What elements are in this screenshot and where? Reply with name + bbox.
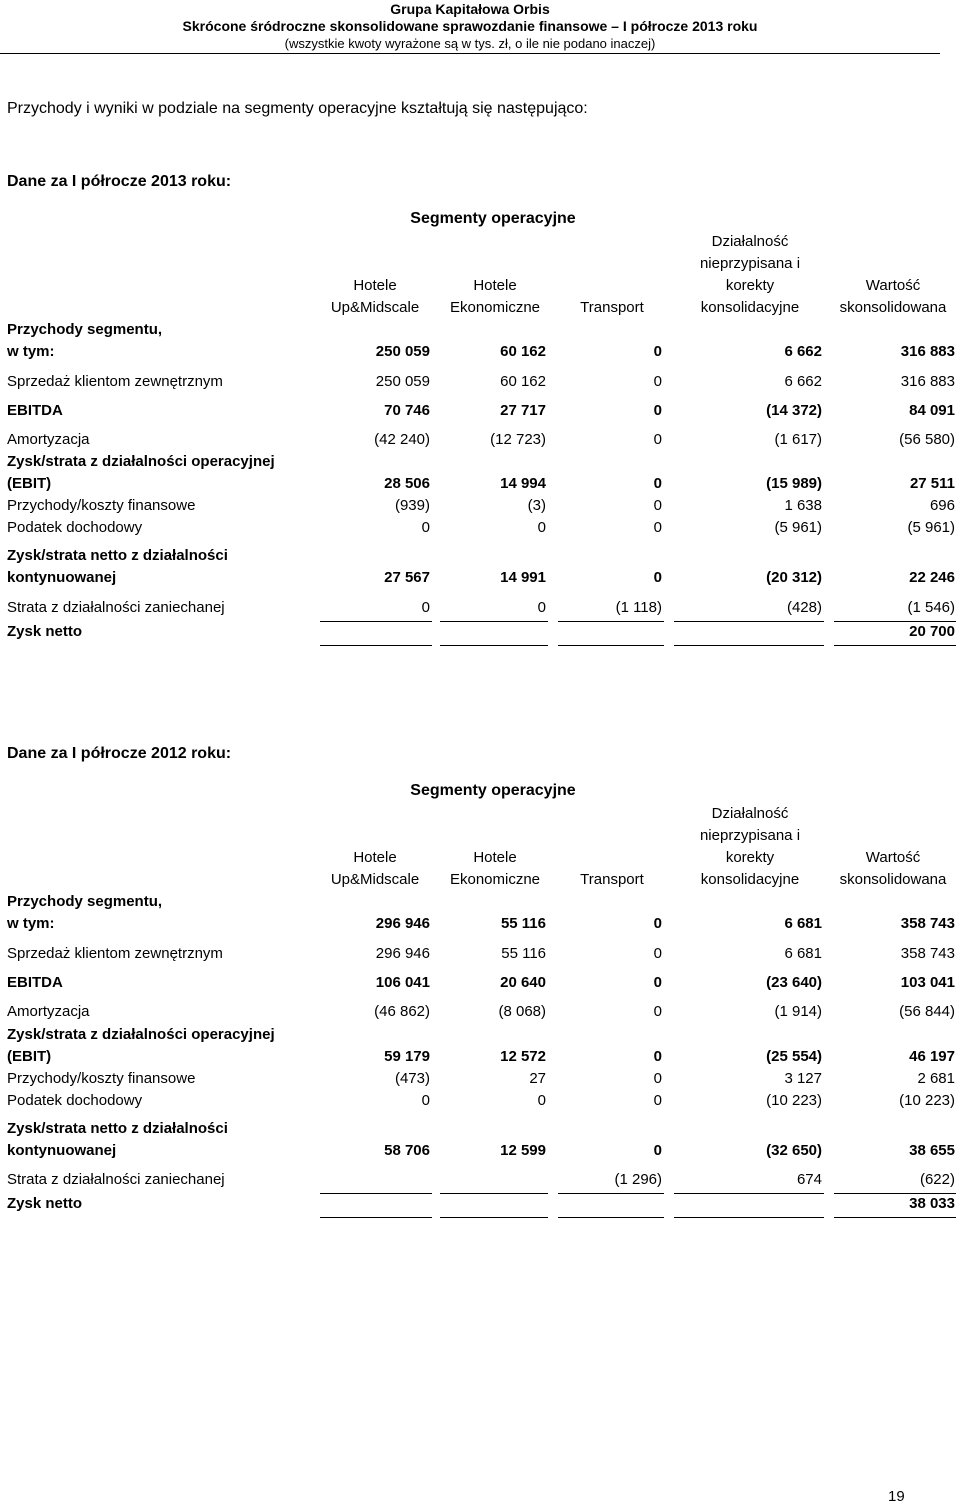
total-underline (320, 645, 432, 646)
column-header-hotele_up (315, 275, 435, 319)
table-cell: 14 991 (500, 569, 546, 586)
column-header-line: Wartość (865, 849, 921, 866)
table-cell: 6 681 (784, 915, 822, 932)
column-header-line: Ekonomiczne (449, 299, 541, 316)
row-label (7, 891, 162, 935)
table-cell: 296 946 (375, 945, 430, 962)
table-cell: (42 240) (374, 431, 430, 448)
table-cell: (1 296) (614, 1171, 662, 1188)
table-cell: 12 599 (500, 1142, 546, 1159)
table-cell: 358 743 (900, 945, 955, 962)
table-cell: 0 (653, 373, 662, 390)
row-label-line: Podatek dochodowy (7, 1092, 143, 1109)
section-title: Dane za I półrocze 2013 roku: (7, 173, 232, 190)
table-cell: 55 116 (501, 945, 546, 962)
table-cell: 0 (537, 599, 546, 616)
total-underline (320, 621, 432, 622)
column-header-transport (567, 869, 657, 891)
table-cell: (5 961) (774, 519, 822, 536)
row-label-line: Strata z działalności zaniechanej (7, 1171, 225, 1188)
column-header-line: konsolidacyjne (700, 871, 800, 888)
table-cell: 6 681 (784, 945, 822, 962)
total-underline (674, 645, 824, 646)
column-header-line: Transport (580, 871, 644, 888)
column-header-line: korekty (725, 849, 775, 866)
column-header-wartosc (823, 847, 960, 891)
amounts-note: (wszystkie kwoty wyrażone są w tys. zł, o ile nie podano inaczej) (284, 36, 656, 51)
table-cell: (1 914) (774, 1003, 822, 1020)
table-cell: 250 059 (375, 343, 430, 360)
row-label-line: Zysk/strata z działalności operacyjnej (7, 1026, 275, 1043)
column-header-transport (567, 297, 657, 319)
row-label (7, 517, 142, 539)
segments-heading: Segmenty operacyjne (410, 210, 576, 227)
row-label (7, 1118, 228, 1162)
row-label-line: w tym: (7, 343, 55, 360)
table-cell: 0 (653, 1092, 662, 1109)
row-label (7, 972, 63, 994)
table-cell: 0 (537, 519, 546, 536)
total-underline (558, 1193, 664, 1194)
table-cell: 38 655 (909, 1142, 955, 1159)
row-label-line: (EBIT) (7, 475, 52, 492)
table-cell: 0 (653, 343, 662, 360)
column-header-hotele_up (315, 847, 435, 891)
table-cell: 60 162 (500, 373, 546, 390)
table-cell: (8 068) (498, 1003, 546, 1020)
total-underline (674, 1193, 824, 1194)
table-cell: 0 (421, 1092, 430, 1109)
total-underline (834, 1217, 956, 1218)
row-label (7, 597, 225, 619)
table-cell: 0 (537, 1092, 546, 1109)
row-label (7, 621, 82, 643)
table-cell: 12 572 (500, 1048, 546, 1065)
row-label-line: w tym: (7, 915, 55, 932)
table-cell: 46 197 (909, 1048, 955, 1065)
table-cell: 1 638 (784, 497, 822, 514)
total-underline (558, 645, 664, 646)
total-underline (320, 1193, 432, 1194)
row-label (7, 400, 63, 422)
total-underline (440, 1193, 548, 1194)
column-header-wartosc (823, 275, 960, 319)
total-underline (558, 621, 664, 622)
total-underline (320, 1217, 432, 1218)
table-cell: (12 723) (490, 431, 546, 448)
row-label-line: Przychody segmentu, (7, 321, 163, 338)
page-number: 19 (888, 1488, 905, 1505)
table-cell: (23 640) (766, 974, 822, 991)
total-underline (674, 621, 824, 622)
row-label-line: EBITDA (7, 402, 63, 419)
table-cell: 0 (653, 915, 662, 932)
table-cell: 674 (796, 1171, 822, 1188)
column-header-dzialalnosc (675, 231, 825, 319)
column-header-line: Hotele (473, 849, 517, 866)
column-header-line: Hotele (353, 849, 397, 866)
table-cell: 0 (653, 519, 662, 536)
table-cell: (1 546) (907, 599, 955, 616)
row-label-line: Przychody/koszty finansowe (7, 497, 196, 514)
table-cell: (473) (394, 1070, 430, 1087)
row-label (7, 451, 275, 495)
row-label-line: Amortyzacja (7, 431, 90, 448)
table-cell: 0 (653, 1142, 662, 1159)
report-title: Skrócone śródroczne skonsolidowane sprawozdanie finansowe – I półrocze 2013 roku (182, 18, 758, 34)
table-cell: 103 041 (900, 974, 955, 991)
total-underline (440, 621, 548, 622)
page-header (0, 0, 960, 54)
table-cell: 0 (653, 431, 662, 448)
table-cell: 20 640 (500, 974, 546, 991)
table-cell: 27 (529, 1070, 546, 1087)
intro-text: Przychody i wyniki w podziale na segmenty operacyjne kształtują się następująco: (7, 100, 588, 117)
column-header-hotele_eko (440, 275, 550, 319)
table-cell: 3 127 (784, 1070, 822, 1087)
table-cell: 296 946 (375, 915, 430, 932)
column-header-line: Hotele (353, 277, 397, 294)
row-label (7, 1090, 142, 1112)
table-cell: 27 567 (384, 569, 430, 586)
table-cell: (10 223) (899, 1092, 955, 1109)
row-label (7, 1068, 195, 1090)
row-label-line: Zysk/strata netto z działalności (7, 1120, 228, 1137)
column-header-line: korekty (725, 277, 775, 294)
table-cell: 60 162 (500, 343, 546, 360)
table-cell: 27 717 (500, 402, 546, 419)
row-label-line: Sprzedaż klientom zewnętrznym (7, 945, 223, 962)
table-cell: 0 (653, 475, 662, 492)
table-cell: (46 862) (374, 1003, 430, 1020)
row-label-line: Przychody/koszty finansowe (7, 1070, 196, 1087)
row-label-line: Zysk/strata netto z działalności (7, 547, 228, 564)
segments-heading: Segmenty operacyjne (410, 782, 576, 799)
row-label-line: (EBIT) (7, 1048, 52, 1065)
table-cell: 316 883 (900, 343, 955, 360)
table-cell: 84 091 (909, 402, 955, 419)
table-cell: (56 580) (899, 431, 955, 448)
row-label-line: Sprzedaż klientom zewnętrznym (7, 373, 223, 390)
table-cell: (20 312) (766, 569, 822, 586)
total-underline (440, 645, 548, 646)
table-cell: 55 116 (500, 915, 546, 932)
table-cell: 250 059 (375, 373, 430, 390)
row-label-line: Zysk netto (7, 623, 83, 640)
total-underline (674, 1217, 824, 1218)
table-cell: 0 (653, 1003, 662, 1020)
row-label (7, 371, 223, 393)
table-cell: (10 223) (766, 1092, 822, 1109)
row-label-line: Zysk netto (7, 1195, 83, 1212)
row-label (7, 1169, 225, 1191)
column-header-line: Ekonomiczne (449, 871, 541, 888)
column-header-dzialalnosc (675, 803, 825, 891)
table-cell: (14 372) (766, 402, 822, 419)
table-cell: 358 743 (900, 915, 955, 932)
table-cell: (428) (786, 599, 822, 616)
table-cell: 0 (421, 519, 430, 536)
table-cell: (32 650) (766, 1142, 822, 1159)
column-header-line: nieprzypisana i (699, 255, 801, 272)
row-label-line: Amortyzacja (7, 1003, 90, 1020)
total-underline (834, 645, 956, 646)
table-cell: 696 (929, 497, 955, 514)
table-cell: (939) (394, 497, 430, 514)
column-header-line: Transport (580, 299, 644, 316)
table-cell: 20 700 (909, 623, 955, 640)
table-cell: (56 844) (899, 1003, 955, 1020)
table-cell: 0 (653, 1070, 662, 1087)
row-label (7, 943, 223, 965)
table-cell: 106 041 (375, 974, 430, 991)
header-rule (0, 53, 940, 54)
column-header-line: Działalność (711, 233, 789, 250)
row-label (7, 319, 162, 363)
row-label-line: kontynuowanej (7, 569, 117, 586)
table-cell: 0 (653, 974, 662, 991)
table-cell: (622) (919, 1171, 955, 1188)
column-header-line: konsolidacyjne (700, 299, 800, 316)
table-cell: 27 511 (909, 475, 955, 492)
table-cell: (1 617) (774, 431, 822, 448)
table-cell: 316 883 (900, 373, 955, 390)
table-cell: 14 994 (500, 475, 546, 492)
company-name: Grupa Kapitałowa Orbis (390, 1, 550, 17)
table-cell: 6 662 (784, 343, 822, 360)
table-cell: (15 989) (766, 475, 822, 492)
column-header-line: skonsolidowana (839, 299, 947, 316)
row-label-line: Strata z działalności zaniechanej (7, 599, 225, 616)
table-cell: (25 554) (766, 1048, 822, 1065)
total-underline (440, 1217, 548, 1218)
table-cell: 2 681 (917, 1070, 955, 1087)
table-cell: 22 246 (909, 569, 955, 586)
row-label-line: Podatek dochodowy (7, 519, 143, 536)
total-underline (558, 1217, 664, 1218)
row-label-line: Zysk/strata z działalności operacyjnej (7, 453, 275, 470)
table-cell: 28 506 (384, 475, 430, 492)
table-cell: 59 179 (384, 1048, 430, 1065)
section-title: Dane za I półrocze 2012 roku: (7, 745, 232, 762)
column-header-line: Up&Midscale (330, 299, 420, 316)
table-cell: 6 662 (784, 373, 822, 390)
total-underline (834, 621, 956, 622)
table-cell: (1 118) (615, 599, 662, 616)
row-label-line: Przychody segmentu, (7, 893, 163, 910)
table-cell: 38 033 (909, 1195, 955, 1212)
table-cell: 0 (421, 599, 430, 616)
column-header-line: Up&Midscale (330, 871, 420, 888)
table-cell: 0 (653, 569, 662, 586)
column-header-line: nieprzypisana i (699, 827, 801, 844)
column-header-hotele_eko (440, 847, 550, 891)
table-cell: (5 961) (907, 519, 955, 536)
column-header-line: Działalność (711, 805, 789, 822)
row-label-line: kontynuowanej (7, 1142, 117, 1159)
table-cell: 70 746 (384, 402, 430, 419)
table-cell: 0 (653, 945, 662, 962)
column-header-line: skonsolidowana (839, 871, 947, 888)
total-underline (834, 1193, 956, 1194)
row-label (7, 1193, 82, 1215)
row-label (7, 429, 90, 451)
table-cell: 0 (653, 497, 662, 514)
row-label (7, 495, 195, 517)
column-header-line: Wartość (865, 277, 921, 294)
table-cell: 0 (653, 402, 662, 419)
row-label (7, 1001, 90, 1023)
row-label (7, 545, 228, 589)
table-cell: 58 706 (384, 1142, 430, 1159)
row-label (7, 1024, 275, 1068)
column-header-line: Hotele (473, 277, 517, 294)
row-label-line: EBITDA (7, 974, 63, 991)
table-cell: (3) (527, 497, 546, 514)
table-cell: 0 (653, 1048, 662, 1065)
